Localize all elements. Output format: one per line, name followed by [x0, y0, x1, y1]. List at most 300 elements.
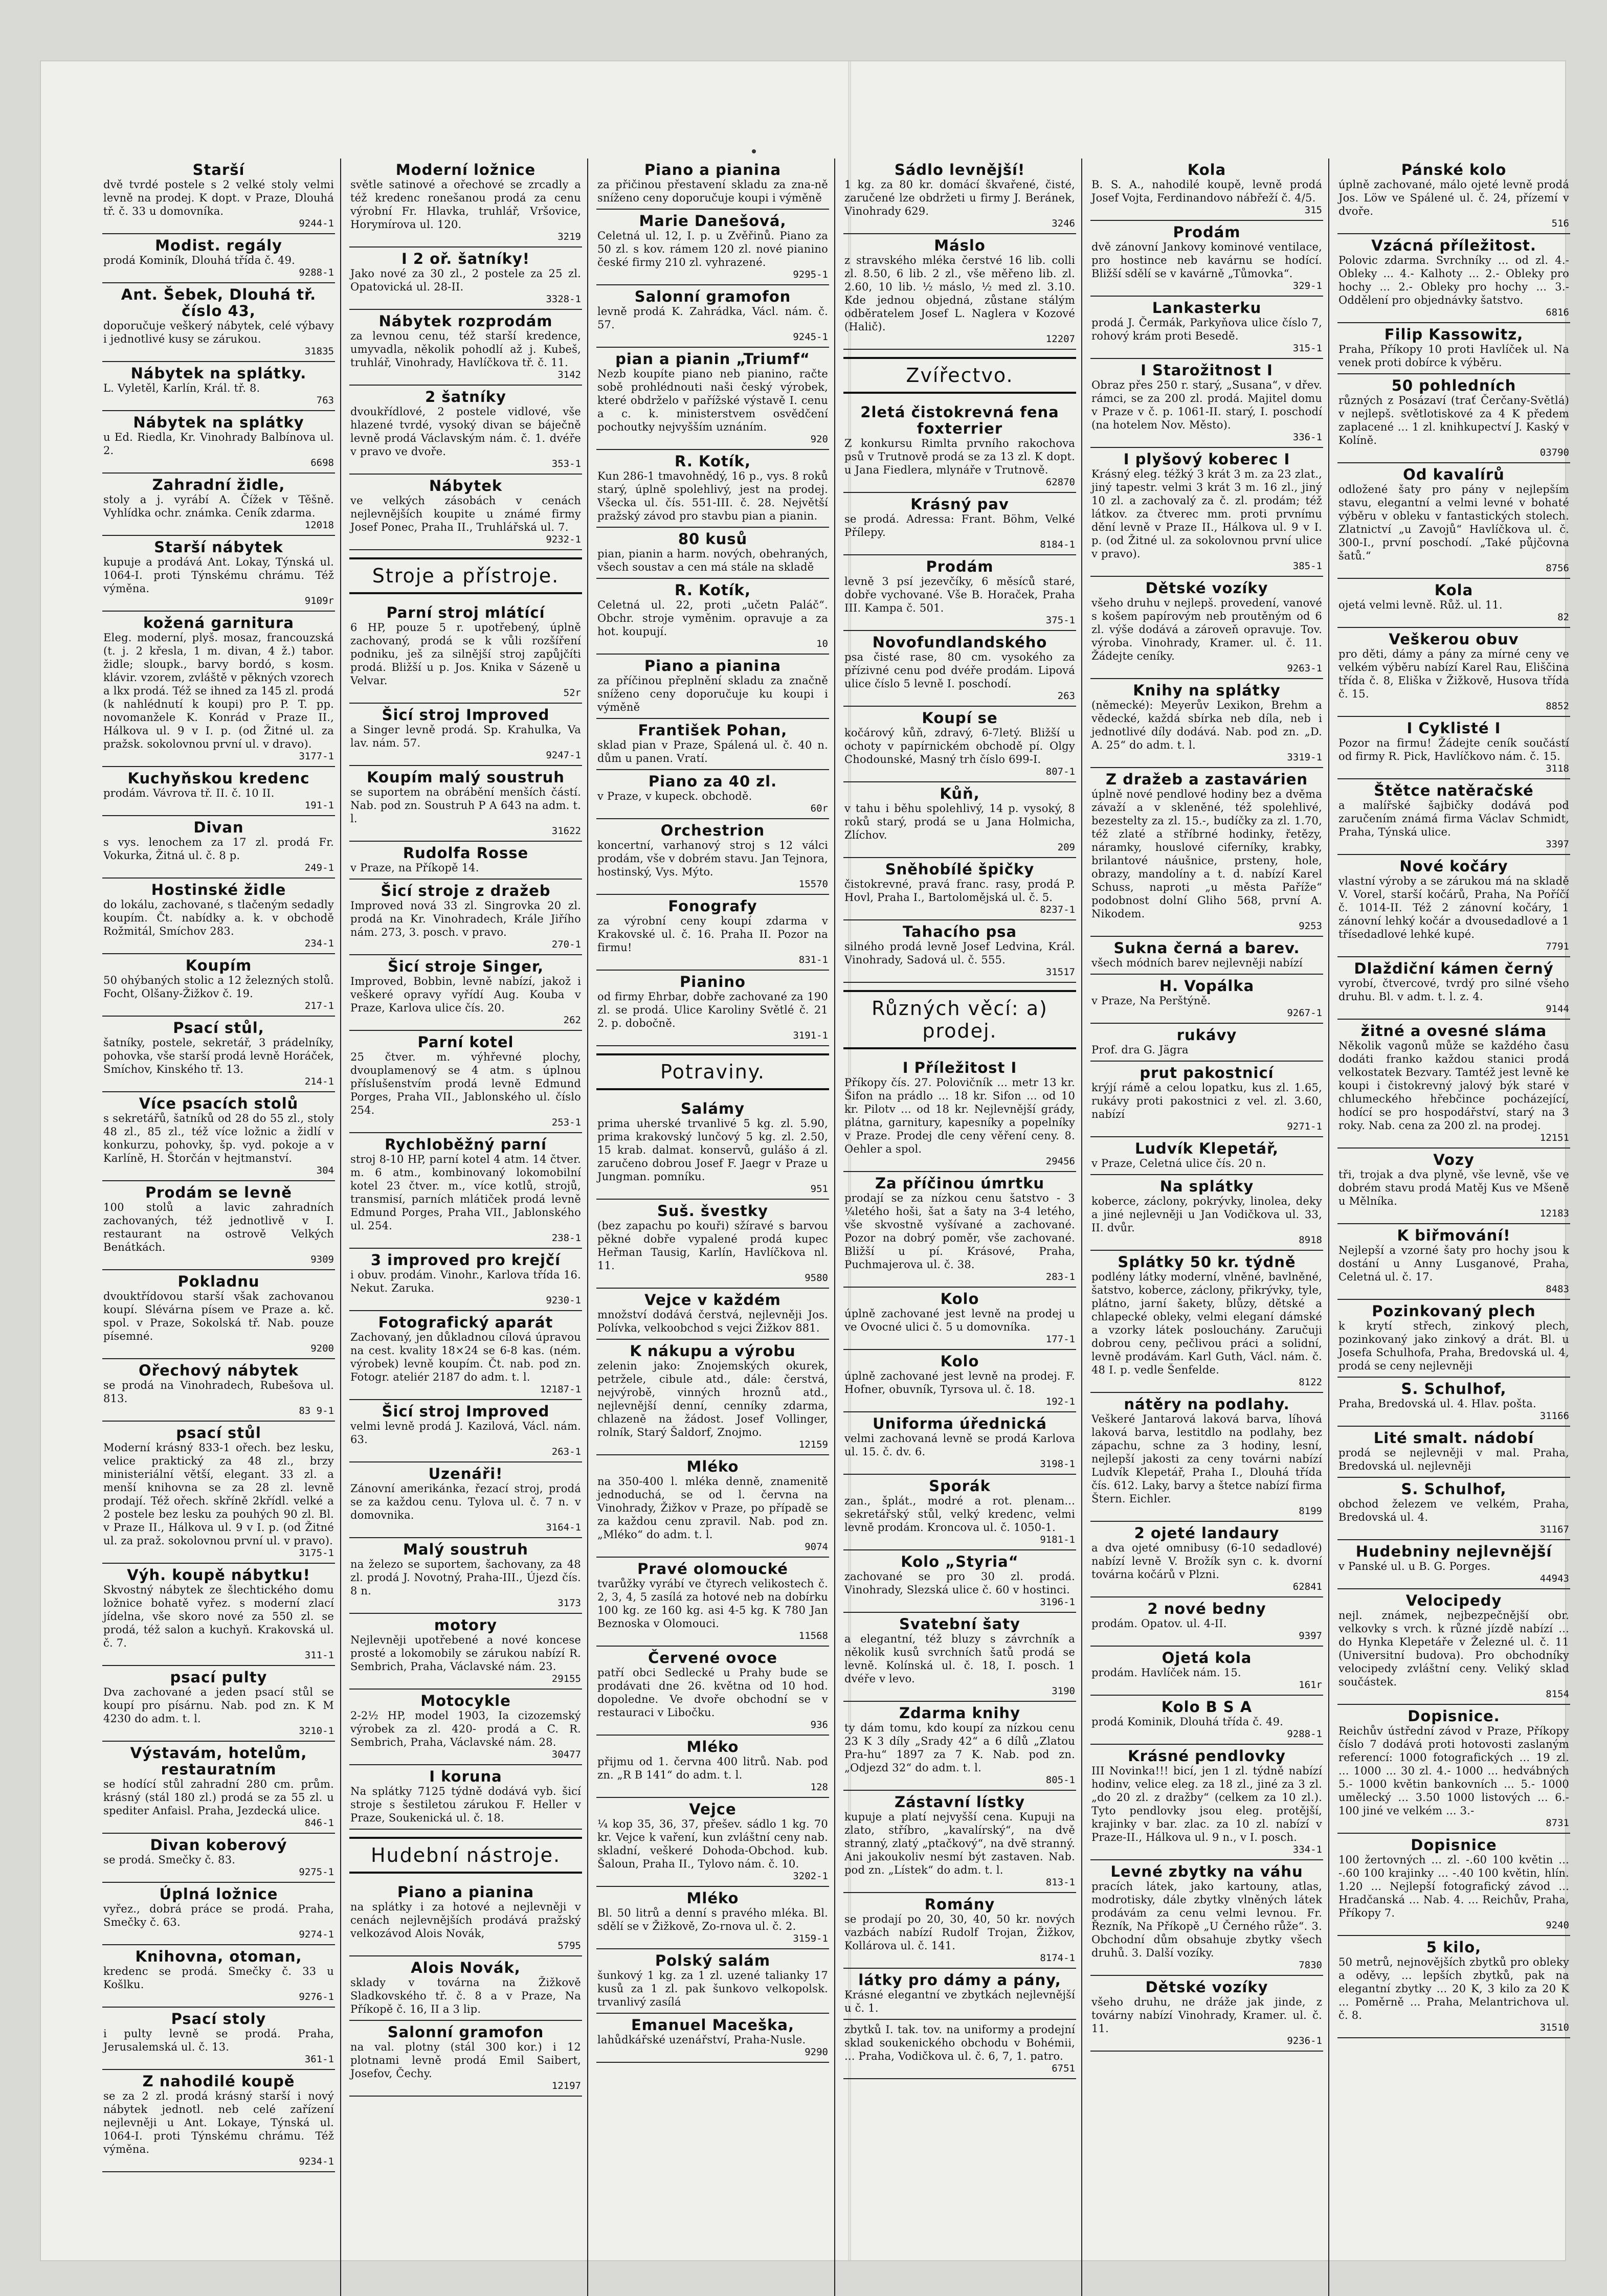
- classified-ad: [596, 579, 829, 655]
- classified-ad: [102, 1422, 335, 1564]
- classified-ad: [1337, 1427, 1570, 1478]
- ad-body: B. S. A., nahodilé koupě, levně prodá Josef Vojta, Ferdinandovo nábřeží č. 4/5.: [1091, 178, 1322, 204]
- ad-body: doporučuje veškerý nábytek, celé výbavy i jednotlivé kusy se zárukou.: [103, 320, 334, 345]
- ad-code: 12159: [798, 1439, 828, 1450]
- classified-ad: [349, 386, 582, 475]
- ad-headline: Vzácná příležitost.: [1371, 237, 1536, 254]
- classified-ad: [349, 880, 582, 955]
- classified-ad: [843, 159, 1076, 234]
- classified-ad: [349, 704, 582, 766]
- ad-headline: Lankasterku: [1152, 299, 1262, 317]
- classified-ad: [102, 879, 335, 954]
- ad-headline: Salonní gramofon: [387, 2023, 544, 2041]
- ad-code: 11568: [798, 1630, 828, 1641]
- ad-headline: Malý soustruh: [403, 1541, 528, 1558]
- ad-code: 9267-1: [1287, 1007, 1322, 1019]
- ad-headline: Krásné pendlovky: [1128, 1747, 1286, 1765]
- ad-body: Celetná ul. 22, proti „učetn Paláč“. Obchr. stroje vyměnim. opravuje a za hot. koupují.: [597, 599, 828, 638]
- classified-ad: [596, 1340, 829, 1455]
- ad-code: 128: [810, 1782, 828, 1793]
- ad-headline: Koupí se: [922, 709, 998, 727]
- classified-ad: [1090, 577, 1323, 679]
- ad-code: 6751: [1052, 2063, 1075, 2074]
- ad-code: 9144: [1546, 1003, 1569, 1015]
- ad-headline: Piano za 40 zl.: [648, 773, 777, 790]
- ad-headline: Rychloběžný parní: [385, 1136, 547, 1153]
- ad-headline: žitné a ovesné sláma: [1360, 1022, 1547, 1040]
- classified-ad: [1090, 1976, 1323, 2052]
- ad-body: Dva zachované a jeden psací stůl se koupí pro písárnu. Nab. pod zn. K M 4230 do adm. t. l.: [103, 1686, 334, 1725]
- ad-code: 9074: [805, 1541, 828, 1552]
- ad-code: 217-1: [304, 1000, 334, 1011]
- classified-ad: [1337, 855, 1570, 957]
- newspaper-page: [41, 61, 1569, 2260]
- ad-body: se prodá na Vinohradech, Rubešova ul. 813.: [103, 1379, 334, 1405]
- ad-body: Prof. dra G. Jägra: [1091, 1044, 1189, 1056]
- ad-body: 1 kg. za 80 kr. domácí škvařené, čisté, zaručené lze obdržeti u firmy J. Beránek, Vinohrady 629.: [844, 178, 1075, 217]
- classified-ad: [349, 955, 582, 1031]
- ad-code: 31510: [1539, 2022, 1569, 2033]
- ad-code: 951: [810, 1183, 828, 1195]
- classified-ad: [843, 1791, 1076, 1893]
- classified-ad: [596, 159, 829, 210]
- ad-headline: Červené ovoce: [648, 1649, 777, 1667]
- ad-code: 9245-1: [793, 331, 828, 343]
- ad-headline: Nábytek rozprodám: [378, 312, 553, 330]
- column-3: [596, 159, 835, 2296]
- ad-headline: 3 improved pro krejčí: [370, 1251, 561, 1269]
- ad-body: a elegantní, též bluzy s závrchník a několik kusů svrchních šatů prodá se levně. Kolínská ul. č. 18, I. posch. 1 dvéře v levo.: [844, 1633, 1075, 1685]
- ad-headline: Novofundlandského: [872, 634, 1047, 651]
- ad-body: patří obci Sedlecké u Prahy bude se prodávati dne 26. května od 10 hod. dopoledne. Ve dvoře obchodní se v restauraci v Libočku.: [597, 1667, 828, 1719]
- classified-ad: [102, 536, 335, 612]
- ad-headline: Na splátky: [1159, 1178, 1254, 1195]
- ad-body: vyrobí, čtvercové, tvrdý pro silné všeho druhu. Bl. v adm. t. l. z. 4.: [1338, 977, 1569, 1003]
- classified-ad: [1337, 957, 1570, 1020]
- classified-ad: [843, 555, 1076, 631]
- ad-code: 52r: [563, 687, 581, 699]
- ad-headline: Dlaždiční kámen černý: [1354, 960, 1554, 977]
- ad-headline: Ořechový nábytek: [139, 1362, 299, 1379]
- ad-code: 3118: [1546, 763, 1569, 774]
- classified-ad: [843, 1550, 1076, 1613]
- classified-ad: [843, 1056, 1076, 1172]
- ad-headline: Pravé olomoucké: [637, 1560, 788, 1578]
- ad-code: 6698: [310, 457, 334, 468]
- classified-ad: [102, 612, 335, 767]
- classified-ad: [1090, 1860, 1323, 1976]
- ad-body: dvouktřídovou starší však zachovanou koupí. Slévárna písem ve Praze a. kč. spol. v Praze, Sokolská tř. Nab. pouze písemné.: [103, 1290, 334, 1342]
- ad-headline: Sádlo levnější!: [894, 161, 1025, 178]
- ink-spot: [752, 149, 756, 153]
- ad-body: Příkopy čís. 27. Polovičník ... metr 13 kr. Šifon na prádlo ... 18 kr. Sifon ... od 10 kr. Pilotv ... od 18 kr. Nejlevnější grády, plátna, garnitury, kapesníky a popelníky v Praze. Prodej dle ceny věření ceny. 8. Oehler a spol.: [844, 1076, 1075, 1155]
- ad-code: 191-1: [304, 800, 334, 811]
- classified-ad: [1090, 679, 1323, 768]
- ad-body: úplně nové pendlové hodiny bez a dvěma závaží a v skleněné, též spolehlivé, bezestelty za zl. 15.-, budíčky za zl. 1.70, též zlaté a stříbrné hodinky, řetězy, náramky, houslové ciferníky, krabky, brilantové náušnice, prsteny, hole, obrazy, mandolíny a t. d. nabízí Karel Schuss, naproti „u města Paříže“ podobnost dolní Gliho 568, první A. Nikodem.: [1091, 788, 1322, 920]
- ad-headline: Emanuel Maceška,: [631, 2016, 794, 2034]
- classified-ad: [596, 1887, 829, 1949]
- ad-body: 6 HP, pouze 5 r. upotřebený, úplně zachovaný, prodá se k vůli rozšíření podniku, ješ za silnější stroj zapůjčíti prodá. Bližší u p. Jos. Knika v Sázeně u Velvar.: [350, 621, 581, 687]
- ad-code: 9181-1: [1040, 1534, 1075, 1545]
- ad-code: 3175-1: [299, 1547, 334, 1559]
- ad-code: 12207: [1045, 333, 1075, 345]
- ad-code: 262: [563, 1015, 581, 1026]
- ad-headline: Ant. Šebek, Dlouhá tř. číslo 43,: [121, 286, 317, 320]
- ad-body: se prodají po 20, 30, 40, 50 kr. nových vazbách nabízí Rudolf Trojan, Žižkov, Kollárova ul. č. 141.: [844, 1913, 1075, 1952]
- ad-headline: Uniforma úřednická: [873, 1415, 1047, 1432]
- ad-body: Pozor na firmu! Žádejte ceník součástí od firmy R. Pick, Havlíčkovo nám. č. 15.: [1338, 737, 1569, 762]
- ad-body: k krytí střech, zinkový plech, pozinkovaný jako zinkový a drát. Bl. u Josefa Schulhofa, Praha, Bredovská ul. 4, prodá se ceny nejlevněji: [1338, 1320, 1569, 1372]
- classified-ad: [1090, 937, 1323, 975]
- ad-headline: Vejce v každém: [644, 1291, 781, 1309]
- ad-code: 12187-1: [540, 1384, 581, 1395]
- ad-body: ty dám tomu, kdo koupí za nízkou cenu 23 K 3 díly „Srady 42“ a 6 dílů „Zlatou Pra-hu“ 1897 za 7 K. Nab. pod zn. „Odjezd 32“ do adm. t. l.: [844, 1722, 1075, 1774]
- classified-ad: [102, 2008, 335, 2070]
- ad-body: stoly a j. vyrábí A. Čížek v Těšně. Vyhlídka ochr. známka. Ceník zdarma.: [103, 493, 334, 519]
- ad-headline: I 2 oř. šatníky!: [401, 250, 530, 267]
- ad-headline: Sporák: [929, 1477, 991, 1495]
- classified-ad: [1337, 1378, 1570, 1427]
- ad-headline: Vozy: [1433, 1151, 1475, 1168]
- ad-headline: Nové kočáry: [1399, 858, 1508, 875]
- ad-headline: Moderní ložnice: [395, 161, 536, 178]
- ad-code: 82: [1557, 612, 1569, 623]
- ad-code: 9200: [310, 1343, 334, 1354]
- classified-ad: [349, 1133, 582, 1249]
- ad-body: Krásný eleg. téžký 3 krát 3 m. za 23 zlat., jiný tapestr. velmi 3 krát 3 m. 16 zl., jiný 10 zl. a zachovalý za č. zl. prodám; též látkov. za čtverec mm. proti prvnímu dění levně v Praze II., Hálkova ul. 9 v I. p. (od Žitné ul. za sokolovnou první ulice v pravo).: [1091, 468, 1322, 560]
- ad-code: 920: [810, 434, 828, 445]
- ad-code: 29155: [551, 1673, 581, 1684]
- ad-body: Nejlevněji upotřebené a nové koncese prosté a lokomobily se zárukou nabízí R. Sembrich, Praha, Václavské nám. 23.: [350, 1634, 581, 1673]
- ad-body: různých z Posázaví (trať Čerčany-Světlá) v nejlepš. světlotiskové za 4 K předem zaplacené ... 1 zl. knihkupectví J. Kaský v Kolíně.: [1338, 394, 1569, 446]
- ad-code: 846-1: [304, 1817, 334, 1829]
- classified-ad: [596, 285, 829, 348]
- column-1: [102, 159, 341, 2296]
- ad-body: v Praze, na Příkopě 14.: [350, 862, 479, 874]
- ad-code: 3202-1: [793, 1871, 828, 1882]
- ad-headline: Nábytek: [429, 477, 503, 494]
- ad-body: kupuje a prodává Ant. Lokay, Týnská ul. 1064-I. proti Týnskému chrámu. Též výměna.: [103, 556, 334, 595]
- ad-body: přijmu od 1. června 400 litrů. Nab. pod zn. „R B 141“ do adm. t. l.: [597, 1755, 828, 1781]
- ad-headline: Vejce: [689, 1800, 736, 1818]
- classified-ad: [1090, 1137, 1323, 1175]
- ad-body: se prodá. Smečky č. 83.: [103, 1854, 236, 1866]
- ad-body: Z konkursu Rimlta prvního rakochova psů v Trutnově prodá se za 13 zl. K dopt. u Jana Fiedlera, mlynáře v Trutnově.: [844, 437, 1075, 476]
- ad-headline: K biřmování!: [1397, 1227, 1511, 1244]
- ad-headline: Pokladnu: [177, 1273, 260, 1290]
- ad-headline: Marie Danešová,: [639, 212, 787, 230]
- ad-code: 3142: [557, 369, 581, 380]
- ad-code: 9580: [805, 1272, 828, 1284]
- ad-headline: Šicí stroje Singer,: [387, 958, 544, 975]
- ad-headline: Kůň,: [940, 785, 980, 802]
- ad-headline: Knihy na splátky: [1133, 682, 1281, 699]
- ad-headline: Dětské vozíky: [1145, 579, 1268, 597]
- ad-body: se prodá. Adressa: Frant. Böhm, Velké Přílepy.: [844, 513, 1075, 538]
- ad-body: III Novinka!!! bicí, jen 1 zl. týdně nabízí hodinv, velice eleg. za 18 zl., jiné za 3 zl. „do 20 zl. z dražby“ (celkem za 10 zl.). Tyto pendlovky jsou eleg. protější, krajinky v bar. zlac. za 10 zl. nabízí v Praze-II., Hálkova ul. 9 n., v I. posch.: [1091, 1765, 1322, 1843]
- ad-code: 177-1: [1045, 1334, 1075, 1345]
- ad-body: v Praze, v kupeck. obchodě.: [597, 790, 752, 802]
- ad-headline: Fotografický aparát: [378, 1314, 553, 1331]
- ad-headline: Výstavám, hotelům, restauratním: [130, 1744, 307, 1778]
- ad-body: na 350-400 l. mléka denně, znamenitě jednoduchá, se od l. června na Vinohrady, Žižkov v Praze, po případě se za každou cenu zpravil. Nab. pod zn. „Mléko“ do adm. t. l.: [597, 1475, 828, 1541]
- ad-headline: Lité smalt. nádobí: [1373, 1429, 1534, 1447]
- ad-code: 234-1: [304, 938, 334, 949]
- ad-code: 3210-1: [299, 1725, 334, 1737]
- classified-ad: [1090, 448, 1323, 577]
- ad-headline: Nábytek na splátky: [133, 414, 304, 431]
- classified-ad: [843, 1893, 1076, 1969]
- ad-body: pro děti, dámy a pány za mírné ceny ve velkém výběru nabízí Karel Rau, Eliščina třída č. 8, Eliška v Žižkově, Husova třída č. 15.: [1338, 648, 1569, 700]
- ad-code: 9288-1: [1287, 1728, 1322, 1740]
- classified-ad: [102, 1564, 335, 1666]
- ad-body: 50 ohýbaných stolic a 12 železných stolů. Focht, Olšany-Žižkov č. 19.: [103, 974, 334, 1000]
- ad-code: 9288-1: [299, 267, 334, 278]
- ad-body: čistokrevné, pravá franc. rasy, prodá P. Hovl, Praha I., Bartolomějská ul. č. 5.: [844, 878, 1075, 904]
- ad-code: 30477: [551, 1749, 581, 1760]
- ad-code: 60r: [810, 803, 828, 814]
- classified-ad: [1337, 463, 1570, 579]
- ad-headline: I Cyklisté I: [1407, 719, 1501, 737]
- ad-body: zelenin jako: Znojemských okurek, petržele, cibule atd., dále: čerstvá, nejvýrobě, vinných hroznů atd., nejlevnější denní, cenníky zdarma, chlazeně na žádost. Josef Vollinger, rolník, Starý Šaldorf, Znojmo.: [597, 1360, 828, 1438]
- ad-body: s sekretářů, šatníků od 28 do 55 zl., stoly 48 zl., 85 zl., též více ložnic a židlí v konkurzu, pohovky, šp. vyd. pokoje a v Karlíně, H. Štorčán v hejtmanství.: [103, 1112, 334, 1164]
- classified-ad: [1090, 221, 1323, 297]
- classified-ad: [102, 816, 335, 879]
- ad-headline: S. Schulhof,: [1401, 1380, 1507, 1398]
- classified-ad: [843, 2020, 1076, 2079]
- ad-headline: Pozinkovaný plech: [1372, 1302, 1536, 1320]
- ad-body: velmi zachovaná levně se prodá Karlova ul. 15. č. dv. 6.: [844, 1432, 1075, 1458]
- ad-code: 31166: [1539, 1410, 1569, 1422]
- ad-body: Bl. 50 litrů a denní s pravého mléka. Bl. sdělí se v Žižkově, Zo-rnova ul. č. 2.: [597, 1907, 828, 1932]
- ad-code: 31835: [304, 346, 334, 357]
- classified-ad: [596, 2014, 829, 2063]
- ad-headline: 5 kilo,: [1426, 1939, 1482, 1956]
- ad-headline: Kolo: [940, 1290, 979, 1308]
- ad-body: Obraz přes 250 r. starý, „Susana“, v dřev. rámci, se za 200 zl. prodá. Majitel domu v Praze v č. p. 1061-II. starý, I. poschodí (na hotelem Nov. Město).: [1091, 379, 1322, 431]
- ad-headline: Dopisnice.: [1408, 1707, 1500, 1725]
- column-6: [1337, 159, 1575, 2296]
- ad-body: Improved, Bobbin, levně nabízí, jakož i veškeré opravy vyřídí Aug. Kouba v Praze, Karlova ulice čís. 20.: [350, 975, 581, 1014]
- ad-body: dvě zánovní Jankovy kominové ventilace, pro hostince neb kavárnu se hodící. Bližší sdělí se v kavárně „Tůmovka“.: [1091, 241, 1322, 280]
- ad-headline: 2 nové bedny: [1147, 1600, 1266, 1617]
- ad-body: Polovic zdarma. Svrchníky ... od zl. 4.- Obleky ... 4.- Kalhoty ... 2.- Obleky pro hochy ... 2.- Obleky pro hochy ... 3.- Oddělení pro objednávky šatstvo.: [1338, 254, 1569, 306]
- ad-headline: Polský salám: [655, 1952, 771, 1969]
- ad-headline: Filip Kassowitz,: [1384, 326, 1524, 343]
- classified-ad: [349, 247, 582, 310]
- ad-headline: Pianino: [680, 973, 746, 991]
- classified-ad: [349, 310, 582, 386]
- classified-ad: [102, 2070, 335, 2172]
- ad-body: psa čisté rase, 80 cm. vysokého za přízivné cenu pod dvéře prodám. Lipová ulice číslo 5 levně I. poschodí.: [844, 651, 1075, 690]
- ad-headline: Z dražeb a zastavárien: [1106, 771, 1308, 788]
- classified-ad: [102, 1945, 335, 2008]
- ad-code: 9275-1: [299, 1866, 334, 1878]
- column-2: [349, 159, 588, 2296]
- ad-headline: Zástavní lístky: [894, 1793, 1025, 1811]
- ad-body: Praha, Příkopy 10 proti Havlíček ul. Na venek proti dobírce k výběru.: [1338, 343, 1569, 369]
- section-header: [349, 1837, 582, 1874]
- ad-headline: Piano a pianina: [397, 1883, 534, 1901]
- ad-body: 25 čtver. m. výhřevné plochy, dvouplamenový se 4 atm. s úplnou příslušenstvím prodá levně Edmund Porges, Praha VII., Jablonského ul. číslo 254.: [350, 1051, 581, 1116]
- classified-ad: [596, 770, 829, 819]
- ad-body: i pulty levně se prodá. Praha, Jerusalemská ul. č. 13.: [103, 2028, 334, 2053]
- ad-body: zachované se pro 30 zl. prodá. Vinohrady, Slezská ulice č. 60 v hostinci.: [844, 1570, 1075, 1596]
- ad-code: 9244-1: [299, 218, 334, 229]
- ad-headline: Psací stůl,: [173, 1019, 264, 1037]
- ad-headline: Kolo: [940, 1353, 979, 1370]
- column-4: [843, 159, 1082, 2296]
- ad-code: 9236-1: [1287, 2035, 1322, 2046]
- classified-ad: [349, 1031, 582, 1133]
- classified-ad: [596, 1736, 829, 1798]
- classified-ad: [843, 493, 1076, 555]
- classified-ad: [1090, 1393, 1323, 1522]
- ad-headline: Tahacího psa: [902, 923, 1017, 940]
- classified-ad: [102, 1742, 335, 1834]
- classified-ad: [349, 842, 582, 880]
- ad-headline: Z nahodilé koupě: [142, 2073, 295, 2090]
- classified-ad: [1337, 1478, 1570, 1540]
- classified-ad: [349, 1249, 582, 1311]
- ad-body: levně prodá K. Zahrádka, Václ. nám. č. 57.: [597, 305, 828, 331]
- section-title: Hudební nástroje.: [370, 1844, 561, 1866]
- classified-ad: [843, 1288, 1076, 1350]
- ad-code: 263: [1057, 690, 1075, 702]
- ad-code: 3191-1: [793, 1030, 828, 1041]
- ad-headline: Výh. koupě nábytku!: [127, 1566, 310, 1584]
- ad-code: 334-1: [1292, 1844, 1322, 1855]
- ad-body: šatníky, postele, sekretář, 3 prádelníky, pohovka, vše starší prodá levně Horáček, Smíchov, Kinského tř. 13.: [103, 1037, 334, 1075]
- ad-code: 375-1: [1045, 615, 1075, 626]
- ad-code: 3198-1: [1040, 1458, 1075, 1470]
- ad-body: vlastní výroby a se zárukou má na skladě V. Vorel, starší kočárů, Praha, Na Poříčí č. 1014-II. Též 2 zánovní kočáry, 1 zánovní lehký kočár a dvousedadlové a 1 třísedadlové lehké kupé.: [1338, 875, 1569, 940]
- ad-body: od firmy Ehrbar, dobře zachované za 190 zl. se prodá. Ulice Karoliny Světlé č. 21 2. p. dobočně.: [597, 991, 828, 1029]
- ad-body: prodá se nejlevněji v mal. Praha, Bredovská ul. nejlevněji: [1338, 1447, 1569, 1472]
- classified-ad: [596, 1455, 829, 1558]
- ad-code: 8122: [1299, 1377, 1322, 1388]
- classified-ad: [1337, 1020, 1570, 1149]
- ad-body: se hodící stůl zahradní 280 cm. prům. krásný (stál 180 zl.) prodá se za 55 zl. u spediter Anfaisl. Praha, Jezdecká ulice.: [103, 1778, 334, 1817]
- ad-body: v Praze, Celetná ulice čís. 20 n.: [1091, 1157, 1266, 1169]
- classified-ad: [596, 348, 829, 450]
- ad-body: odložené šaty pro pány v nejlepším stavu, elegantní a velmi levné v bohaté výběru v obleku v fantastických stolech. Zlatnictví „u Zavojů“ Havlíčkova ul. č. 300-I., první poschodí. „Také půjčovna šatů.“: [1338, 483, 1569, 562]
- classified-ad: [843, 401, 1076, 493]
- classified-ad: [102, 1834, 335, 1883]
- classified-ad: [102, 1181, 335, 1270]
- ad-code: 283-1: [1045, 1271, 1075, 1282]
- ad-body: sklady v továrna na Žižkově Sladkovského tř. č. 8 a v Praze, Na Příkopě č. 16, II a 3 lip.: [350, 1976, 581, 2015]
- section-header: [843, 357, 1076, 394]
- ad-code: 8154: [1546, 1689, 1569, 1700]
- ad-headline: Šicí stroje z dražeb: [381, 882, 551, 899]
- ad-headline: Dopisnice: [1411, 1836, 1497, 1854]
- ad-body: z stravského mléka čerstvé 16 lib. colli zl. 8.50, 6 lib. 2 zl., vše měřeno lib. zl. 2.60, 10 lib. ½ máslo, ½ med zl. 3.10. Kde jednou objedná, zůstane stálým odběratelem Josef L. Naglera v Kozové (Halič).: [844, 254, 1075, 333]
- ad-code: 62870: [1045, 477, 1075, 488]
- ad-code: 8174-1: [1040, 1952, 1075, 1964]
- ad-body: za levnou cenu, též starší kredence, umyvadla, několik pohodlí až j. Kubeš, truhlář, Vinohrady, Havlíčkova tř. č. 11.: [350, 330, 581, 369]
- ad-body: Celetná ul. 12, I. p. u Zvěřinů. Piano za 50 zl. s kov. rámem 120 zl. nové pianino české firmy 210 zl. vyhrazené.: [597, 230, 828, 268]
- classified-ad: [1337, 1540, 1570, 1589]
- ad-headline: Mléko: [686, 1738, 739, 1755]
- classified-ad: [596, 895, 829, 971]
- ad-body: Několik vagonů může se každého času dodáti franko každou stanici prodá velkostatek Bezvary. Tamtéž jest levně ke koupi i čistokrevný jalový býk staré v chlumeckého hřebčince pocházející, hodící se pro hospodářství, starý na 3 roky. Nab. cena za 200 zl. na prodej.: [1338, 1040, 1569, 1132]
- ad-code: 12018: [304, 520, 334, 531]
- classified-ad: [349, 475, 582, 550]
- ad-body: v Praze, Na Perštýně.: [1091, 995, 1211, 1007]
- ad-code: 62841: [1292, 1581, 1322, 1592]
- ad-body: ojetá velmi levně. Růž. ul. 11.: [1338, 599, 1503, 611]
- ad-code: 3196-1: [1040, 1596, 1075, 1608]
- ad-code: 03790: [1539, 447, 1569, 458]
- ad-body: Eleg. moderní, plyš. mosaz, francouzská (t. j. 2 křesla, 1 m. divan, 4 ž.) tabor. židle; sloupk., barvy bordó, s kosm. klávir. vzorem, zvláště v pěkných vzorech a lkx prodá. Též se ihned za 145 zl. prodá (k nahlédnutí k koupi) pro P. T. pp. novomanžele K. Konrád v Praze II., Hálkova ul. 9 v I. p. (od Žitné ul. za pražsk. sokolovnou první ul. v dravo).: [103, 632, 334, 750]
- classified-ad: [102, 1359, 335, 1422]
- classified-ad: [1090, 975, 1323, 1024]
- ad-body: Improved nová 33 zl. Singrovka 20 zl. prodá na Kr. Vinohradech, Krále Jiřího nám. 273, 3. posch. v pravo.: [350, 899, 581, 938]
- classified-ad: [102, 1883, 335, 1945]
- classified-ad: [1090, 1745, 1323, 1860]
- ad-code: 8756: [1546, 562, 1569, 574]
- classified-ad: [102, 1666, 335, 1742]
- classified-ad: [1090, 1251, 1323, 1393]
- ad-headline: Salonní gramofon: [634, 288, 791, 305]
- classified-ad: [843, 234, 1076, 350]
- classified-ad: [1090, 1062, 1323, 1137]
- ad-headline: pian a pianin „Triumf“: [615, 350, 810, 368]
- ad-code: 9232-1: [546, 534, 581, 545]
- ad-body: pracích látek, jako kartouny, atlas, modrotisky, dále zbytky vlněných látek prodávám za cenu velmi levnou. Fr. Řezník, Na Příkopě „U Černého růže“. 3. Obchodní dům obsahuje zbytky všech druhů. 3. Další vozíky.: [1091, 1880, 1322, 1959]
- ad-headline: K nákupu a výrobu: [630, 1342, 796, 1360]
- ad-code: 3173: [557, 1597, 581, 1609]
- ad-body: dvoukřídlové, 2 postele vidlové, vše hlazené tvrdé, vysoký divan se báječně levně prodá Václavským nám. č. 1. dvéře v pravo ve dvoře.: [350, 406, 581, 458]
- ad-body: úplně zachované jest levně na prodej u ve Ovocné ulici č. 5 u domovníka.: [844, 1308, 1075, 1333]
- ad-code: 8731: [1546, 1817, 1569, 1829]
- ad-body: u Ed. Riedla, Kr. Vinohrady Balbínova ul. 2.: [103, 431, 334, 457]
- ad-body: Nezb koupíte piano neb pianino, račte sobě prohlédnouti naši český výrobek, které obdrželo v pařížské výstavě I. cenu a c. k. ministerstvem osvědčení pochoutky nejvyšším uznáním.: [597, 368, 828, 433]
- classified-ad: [596, 1289, 829, 1340]
- ad-code: 9295-1: [793, 269, 828, 280]
- ad-headline: Máslo: [934, 237, 986, 254]
- ad-headline: 2 šatníky: [425, 388, 506, 406]
- ad-code: 31167: [1539, 1524, 1569, 1535]
- ad-body: podlény látky moderní, vlněné, bavlněné, šatstvo, koberce, záclony, přikrývky, tyle, plátno, jarní šakety, blůzy, dětské a chlapecké obleky, velmi eleganí dámské a vzorky látek poslouchány. Zaručuji dobrou ceny, pečlivou práci a solidní, levně prodávám. Karl Guth, Václ. nám. č. 48 I. p. vedle Šenfelde.: [1091, 1271, 1322, 1376]
- ad-body: 50 metrů, nejnovějších zbytků pro obleky a oděvy, ... lepších zbytků, pak na elegantní zbytky ... 20 K, 3 kilo za 20 K ... Poměrně ... Praha, Melantrichova ul. č. 8.: [1338, 1956, 1569, 2021]
- ad-headline: Motocykle: [420, 1692, 511, 1709]
- ad-code: 304: [316, 1165, 334, 1176]
- ad-headline: Veškerou obuv: [1389, 631, 1519, 648]
- ad-headline: Prodám se levně: [145, 1184, 292, 1201]
- ad-body: pian, pianin a harm. nových, obehraných, všech soustav a cen má stále na skladě: [597, 548, 828, 573]
- ad-body: v tahu i běhu spolehlivý, 14 p. vysoký, 8 roků starý, prodá se u Jana Holmicha, Zlíchov.: [844, 802, 1075, 841]
- ad-body: velmi levně prodá J. Kazilová, Václ. nám. 63.: [350, 1420, 581, 1446]
- ad-body: ¼ kop 35, 36, 37, přešev. sádlo 1 kg. 70 kr. Vejce k vaření, kun zvláštní ceny nab. skladní, veškeré Dohoda-Obchod. kub. Šaloun, Praha II., Tylovo nám. č. 10.: [597, 1818, 828, 1870]
- ad-body: nejl. známek, nejbezpečnější obr. velkovky s vrch. k různé jízdě nabízí ... do Hynka Klepetáře v Železné ul. č. 11 (Universitní budova). Pro obchodníky velocipedy zvláštní ceny. Veliký sklad součástek.: [1338, 1609, 1569, 1688]
- classified-ad: [843, 782, 1076, 858]
- ad-code: 192-1: [1045, 1396, 1075, 1407]
- ad-code: 249-1: [304, 862, 334, 873]
- classified-ad: [349, 766, 582, 842]
- ad-code: 9274-1: [299, 1929, 334, 1940]
- ad-code: 3164-1: [546, 1522, 581, 1533]
- ad-code: 8199: [1299, 1505, 1322, 1517]
- ad-code: 3190: [1052, 1685, 1075, 1697]
- ad-code: 15570: [798, 879, 828, 890]
- classified-ad: [349, 1690, 582, 1765]
- classified-ad: [596, 528, 829, 579]
- classified-ad: [596, 1949, 829, 2014]
- ad-code: 311-1: [304, 1650, 334, 1661]
- classified-ad: [1337, 1589, 1570, 1705]
